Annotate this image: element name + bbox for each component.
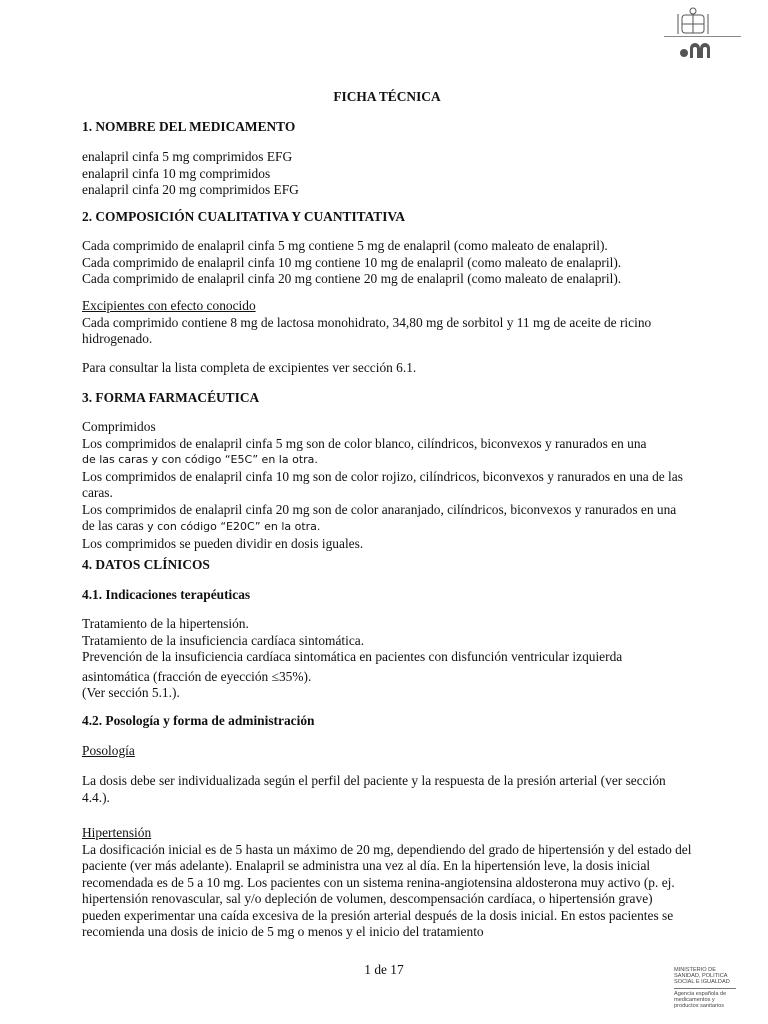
posology-heading: Posología [82,743,135,758]
posology-text: La dosis debe ser individualizada según el perfil del paciente y la respuesta de la presión arterial (ver sección 4.4.). [82,773,666,805]
excipients-block [82,298,692,348]
footer-logo-rule [674,988,736,989]
hypertension-text: La dosificación inicial es de 5 hasta un máximo de 20 mg, dependiendo del grado de hipertensión y del estado del paciente (ver más adelante). Enalapril se administra una vez al día. En la hipertensión leve, la dosis inicial recomendada es de 5 a 10 mg. Los pacientes con un sistema renina-angiotensina aldosterona muy activo (p. ej. hipertensión renovascular, sal y/o depleción de volumen, descompensación cardíaca, o hipertensión grave) pueden experimentar una caída excesiva de la presión arterial después de la dosis inicial. En estos pacientes se recomienda una dosis de inicio de 5 mg o menos y el inicio del tratamiento [82,841,692,939]
section-4-heading: 4. DATOS CLÍNICOS [82,557,210,572]
product-name-line: enalapril cinfa 10 mg comprimidos [82,165,271,181]
composition-line: Cada comprimido de enalapril cinfa 10 mg contiene 10 mg de enalapril (como maleato de enalapril). [82,254,622,270]
agency-line: Agencia española de [674,990,727,997]
ministry-line: SOCIAL E IGUALDAD [674,979,730,986]
composition-line: Cada comprimido de enalapril cinfa 5 mg contiene 5 mg de enalapril (como maleato de enalapril). [82,238,608,253]
indication-line: asintomática (fracción de eyección ≤35%). [82,668,312,684]
tablet-5mg-code: de las caras y con código “E5C” en la otra. [82,453,318,466]
excipients-text: Cada comprimido contiene 8 mg de lactosa monohidrato, 34,80 mg de sorbitol y 11 mg de aceite de ricino hidrogenado. [82,314,652,346]
agency-line: productos sanitarios [674,1003,725,1010]
section-1-heading: 1. NOMBRE DEL MEDICAMENTO [82,119,296,134]
section-4-1-heading: 4.1. Indicaciones terapéuticas [82,587,251,602]
hypertension-block [82,825,692,941]
product-name-line: enalapril cinfa 20 mg comprimidos EFG [82,182,299,197]
tablet-5mg-description: Los comprimidos de enalapril cinfa 5 mg son de color blanco, cilíndricos, biconvexos y ranurados en una [82,435,647,451]
tablet-20mg-description [82,502,692,536]
pharmaceutical-form: Comprimidos [82,419,156,434]
excipients-reference: Para consultar la lista completa de excipientes ver sección 6.1. [82,360,417,375]
page-number: 1 de 17 [364,962,404,977]
section-4-1-body [82,616,692,702]
aemps-mark-icon [680,43,710,58]
section-2-heading: 2. COMPOSICIÓN CUALITATIVA Y CUANTITATIVA [82,209,406,224]
excipients-heading: Excipientes con efecto conocido [82,298,256,313]
agency-line: medicamentos y [674,996,715,1003]
indication-line: Tratamiento de la insuficiencia cardíaca sintomática. [82,632,365,648]
section-2-body [82,238,692,288]
ministry-line: MINISTERIO DE [674,967,716,973]
indication-line: Prevención de la insuficiencia cardíaca sintomática en pacientes con disfunción ventricular izquierda [82,649,623,664]
agency-logo [672,6,732,66]
indication-line: Tratamiento de la hipertensión. [82,616,249,631]
tablet-20mg-text: Los comprimidos de enalapril cinfa 20 mg son de color anaranjado, cilíndricos, biconvexos y ranurados en una de las caras [82,501,677,533]
indication-line: (Ver sección 5.1.). [82,685,180,700]
section-3-heading: 3. FORMA FARMACÉUTICA [82,390,260,405]
section-1-body [82,149,692,199]
ministry-footer-logo [674,967,744,1009]
tablet-split-note: Los comprimidos se pueden dividir en dosis iguales. [82,535,364,551]
composition-line: Cada comprimido de enalapril cinfa 20 mg contiene 20 mg de enalapril (como maleato de enalapril). [82,271,622,286]
tablet-20mg-code: y con código “E20C” en la otra. [147,520,321,533]
section-4-2-heading: 4.2. Posología y forma de administración [82,713,315,728]
tablet-10mg-description: Los comprimidos de enalapril cinfa 10 mg son de color rojizo, cilíndricos, biconvexos y ranurados en una de las caras. [82,468,683,500]
hypertension-heading: Hipertensión [82,825,152,840]
coat-of-arms-icon [678,8,708,34]
ministry-line: SANIDAD, POLITICA [674,973,728,980]
product-name-line: enalapril cinfa 5 mg comprimidos EFG [82,149,293,164]
section-3-body [82,419,692,552]
document-title: FICHA TÉCNICA [333,89,441,104]
